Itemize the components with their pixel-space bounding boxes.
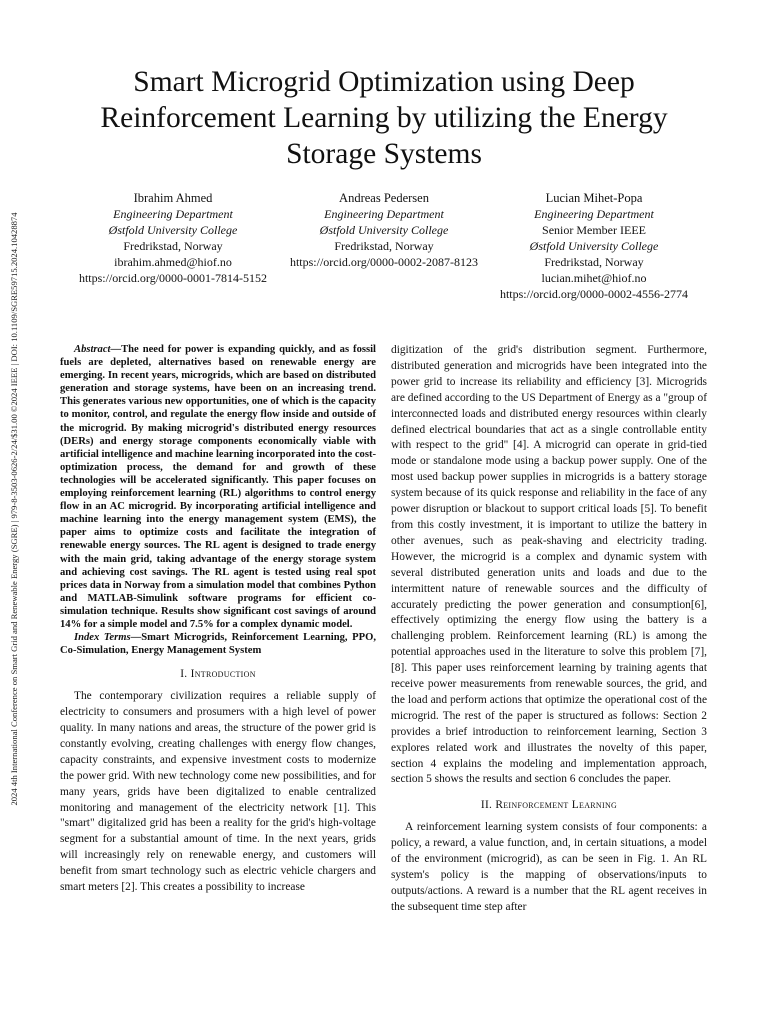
paper-title: Smart Microgrid Optimization using Deep Reinforcement Learning by utilizing the Energy Storage Systems	[100, 66, 668, 170]
section-heading-introduction: I. Introduction	[180, 668, 256, 681]
author-location: Fredrikstad, Norway	[123, 239, 223, 253]
author-orcid: https://orcid.org/0000-0002-2087-8123	[289, 255, 479, 269]
index-terms-text: —Smart Microgrids, Reinforcement Learning, PPO, Co-Simulation, Energy Management System	[60, 632, 376, 657]
introduction-paragraph: The contemporary civilization requires a reliable supply of electricity to consumers and prosumers with a high level of power quality. In many nations and areas, the structure of the power grid is constantly evolving, creating challenges with energy flow changes, capacity constraints, and expensive investment costs to modernize the power grid. With new technology come new possibilities, and for many years, grids have been digitalized to enable centralized monitoring and management of the electricity network [1]. This "smart" digitalized grid has been a reality for the grid's high-voltage segment for a substantial amount of time. In the next years, grids will increasingly rely on renewable energy, and customers will benefit from smart technology such as electric vehicle chargers and smart meters [2]. This creates a possibility to increase	[60, 690, 376, 894]
author-block	[0, 190, 768, 310]
abstract-text: —The need for power is expanding quickly, and as fossil fuels are depleted, alternatives based on renewable energy are emerging. In recent years, microgrids, which are based on distributed generation and storage systems, have been on an increasing trend. This generates various new opportunities, one of which is the capacity to monitor, control, and regulate the energy flow inside and outside of the microgrid. By making microgrid's distributed energy resources (DERs) and energy storage components economically viable with artificial intelligence and machine learning incorporated into the cost-optimization process, the demand for and growth of these technologies will be accelerated significantly. This paper focuses on employing reinforcement learning (RL) algorithms to control energy flow in an AC microgrid. By incorporating artificial intelligence and machine learning into the energy management system (EMS), the paper aims to optimize costs and facilitate the integration of renewable energy sources. The RL agent is designed to trade energy with the main grid, taking advantage of the energy storage system and achieving cost savings. The RL agent is tested using real spot prices data in Norway from a simulation model that combines Python and MATLAB-Simulink software programs for efficient co-simulation technique. Results show significant cost savings of around 14% for a simple model and 7.5% for a complex dynamic model.	[60, 344, 377, 630]
author-affiliation: Østfold University College	[108, 223, 238, 237]
author-affiliation: Østfold University College	[319, 223, 449, 237]
doi-text: 2024 4th International Conference on Smart Grid and Renewable Energy (SGRE) | 979-8-3503-0626-2/24/$31.00 ©2024 IEEE | DOI: 10.1109/SGRE59715.2024.10428874	[9, 212, 19, 806]
author-andreas-pedersen	[276, 190, 492, 270]
right-column	[391, 343, 707, 916]
index-terms	[60, 631, 376, 657]
author-affiliation: Østfold University College	[529, 239, 659, 253]
author-orcid: https://orcid.org/0000-0001-7814-5152	[78, 271, 268, 285]
author-name: Andreas Pedersen	[339, 191, 429, 205]
left-column	[60, 343, 376, 896]
author-lucian-mihet-popa	[486, 190, 702, 302]
author-membership: Senior Member IEEE	[542, 223, 646, 237]
abstract	[60, 343, 376, 631]
section-heading-reinforcement-learning: II. Reinforcement Learning	[480, 799, 618, 812]
author-department: Engineering Department	[113, 207, 233, 221]
author-location: Fredrikstad, Norway	[334, 239, 434, 253]
author-location: Fredrikstad, Norway	[544, 255, 644, 269]
author-department: Engineering Department	[534, 207, 654, 221]
author-ibrahim-ahmed	[60, 190, 286, 286]
author-orcid: https://orcid.org/0000-0002-4556-2774	[499, 287, 689, 301]
abstract-lead: Abstract	[74, 344, 111, 355]
introduction-continued-paragraph: digitization of the grid's distribution segment. Furthermore, distributed generation and microgrids have been integrated into the power grid to increase its reliability and efficiency [3]. Microgrids are defined according to the US Department of Energy as a "group of interconnected loads and distributed energy resources within clearly defined electrical boundaries that act as a single controllable entity with respect to the grid" [4]. A microgrid can operate in grid-tied mode or standalone mode using a backup power supply. One of the most used backup power supplies in microgrids is a battery storage system because of its quick response and reliability in the face of any power disruption or blackout to support critical loads [5]. To benefit from this costly investment, it is important to utilize the battery in other avenues, such as peak-shaving and electricity trading. However, the microgrid is a complex and dynamic system with several distributed generation units and loads and due to the intermittent nature of renewable sources and the difficulty of accurately predicting the power generation and consumption[6], effectively optimizing the energy flow using the battery is a challenging problem. Reinforcement learning (RL) is among the potential approaches used in the literature to solve this problem [7], [8]. This paper uses reinforcement learning by training agents that receive power measurements from renewable sources, the grid, and the load and perform actions that optimize the operational cost of the microgrid. The rest of the paper is structured as follows: Section 2 provides a brief introduction to reinforcement learning, Section 3 explores related work and illustrates the novelty of this paper, section 4 explains the modeling and implementation approach, section 5 shows the results and section 6 concludes the paper.	[391, 344, 707, 786]
index-terms-lead: Index Terms	[74, 632, 131, 644]
author-name: Lucian Mihet-Popa	[545, 191, 643, 205]
author-email: ibrahim.ahmed@hiof.no	[114, 255, 232, 269]
reinforcement-learning-paragraph: A reinforcement learning system consists of four components: a policy, a reward, a value function, and, in certain situations, a model of the environment (microgrid), as can be seen in Fig. 1. An RL system's policy is the mapping of observations/inputs to outputs/actions. A reward is a number that the RL agent receives in the subsequent time step after	[391, 821, 707, 913]
author-name: Ibrahim Ahmed	[133, 191, 213, 205]
author-email: lucian.mihet@hiof.no	[541, 271, 647, 285]
author-department: Engineering Department	[324, 207, 444, 221]
